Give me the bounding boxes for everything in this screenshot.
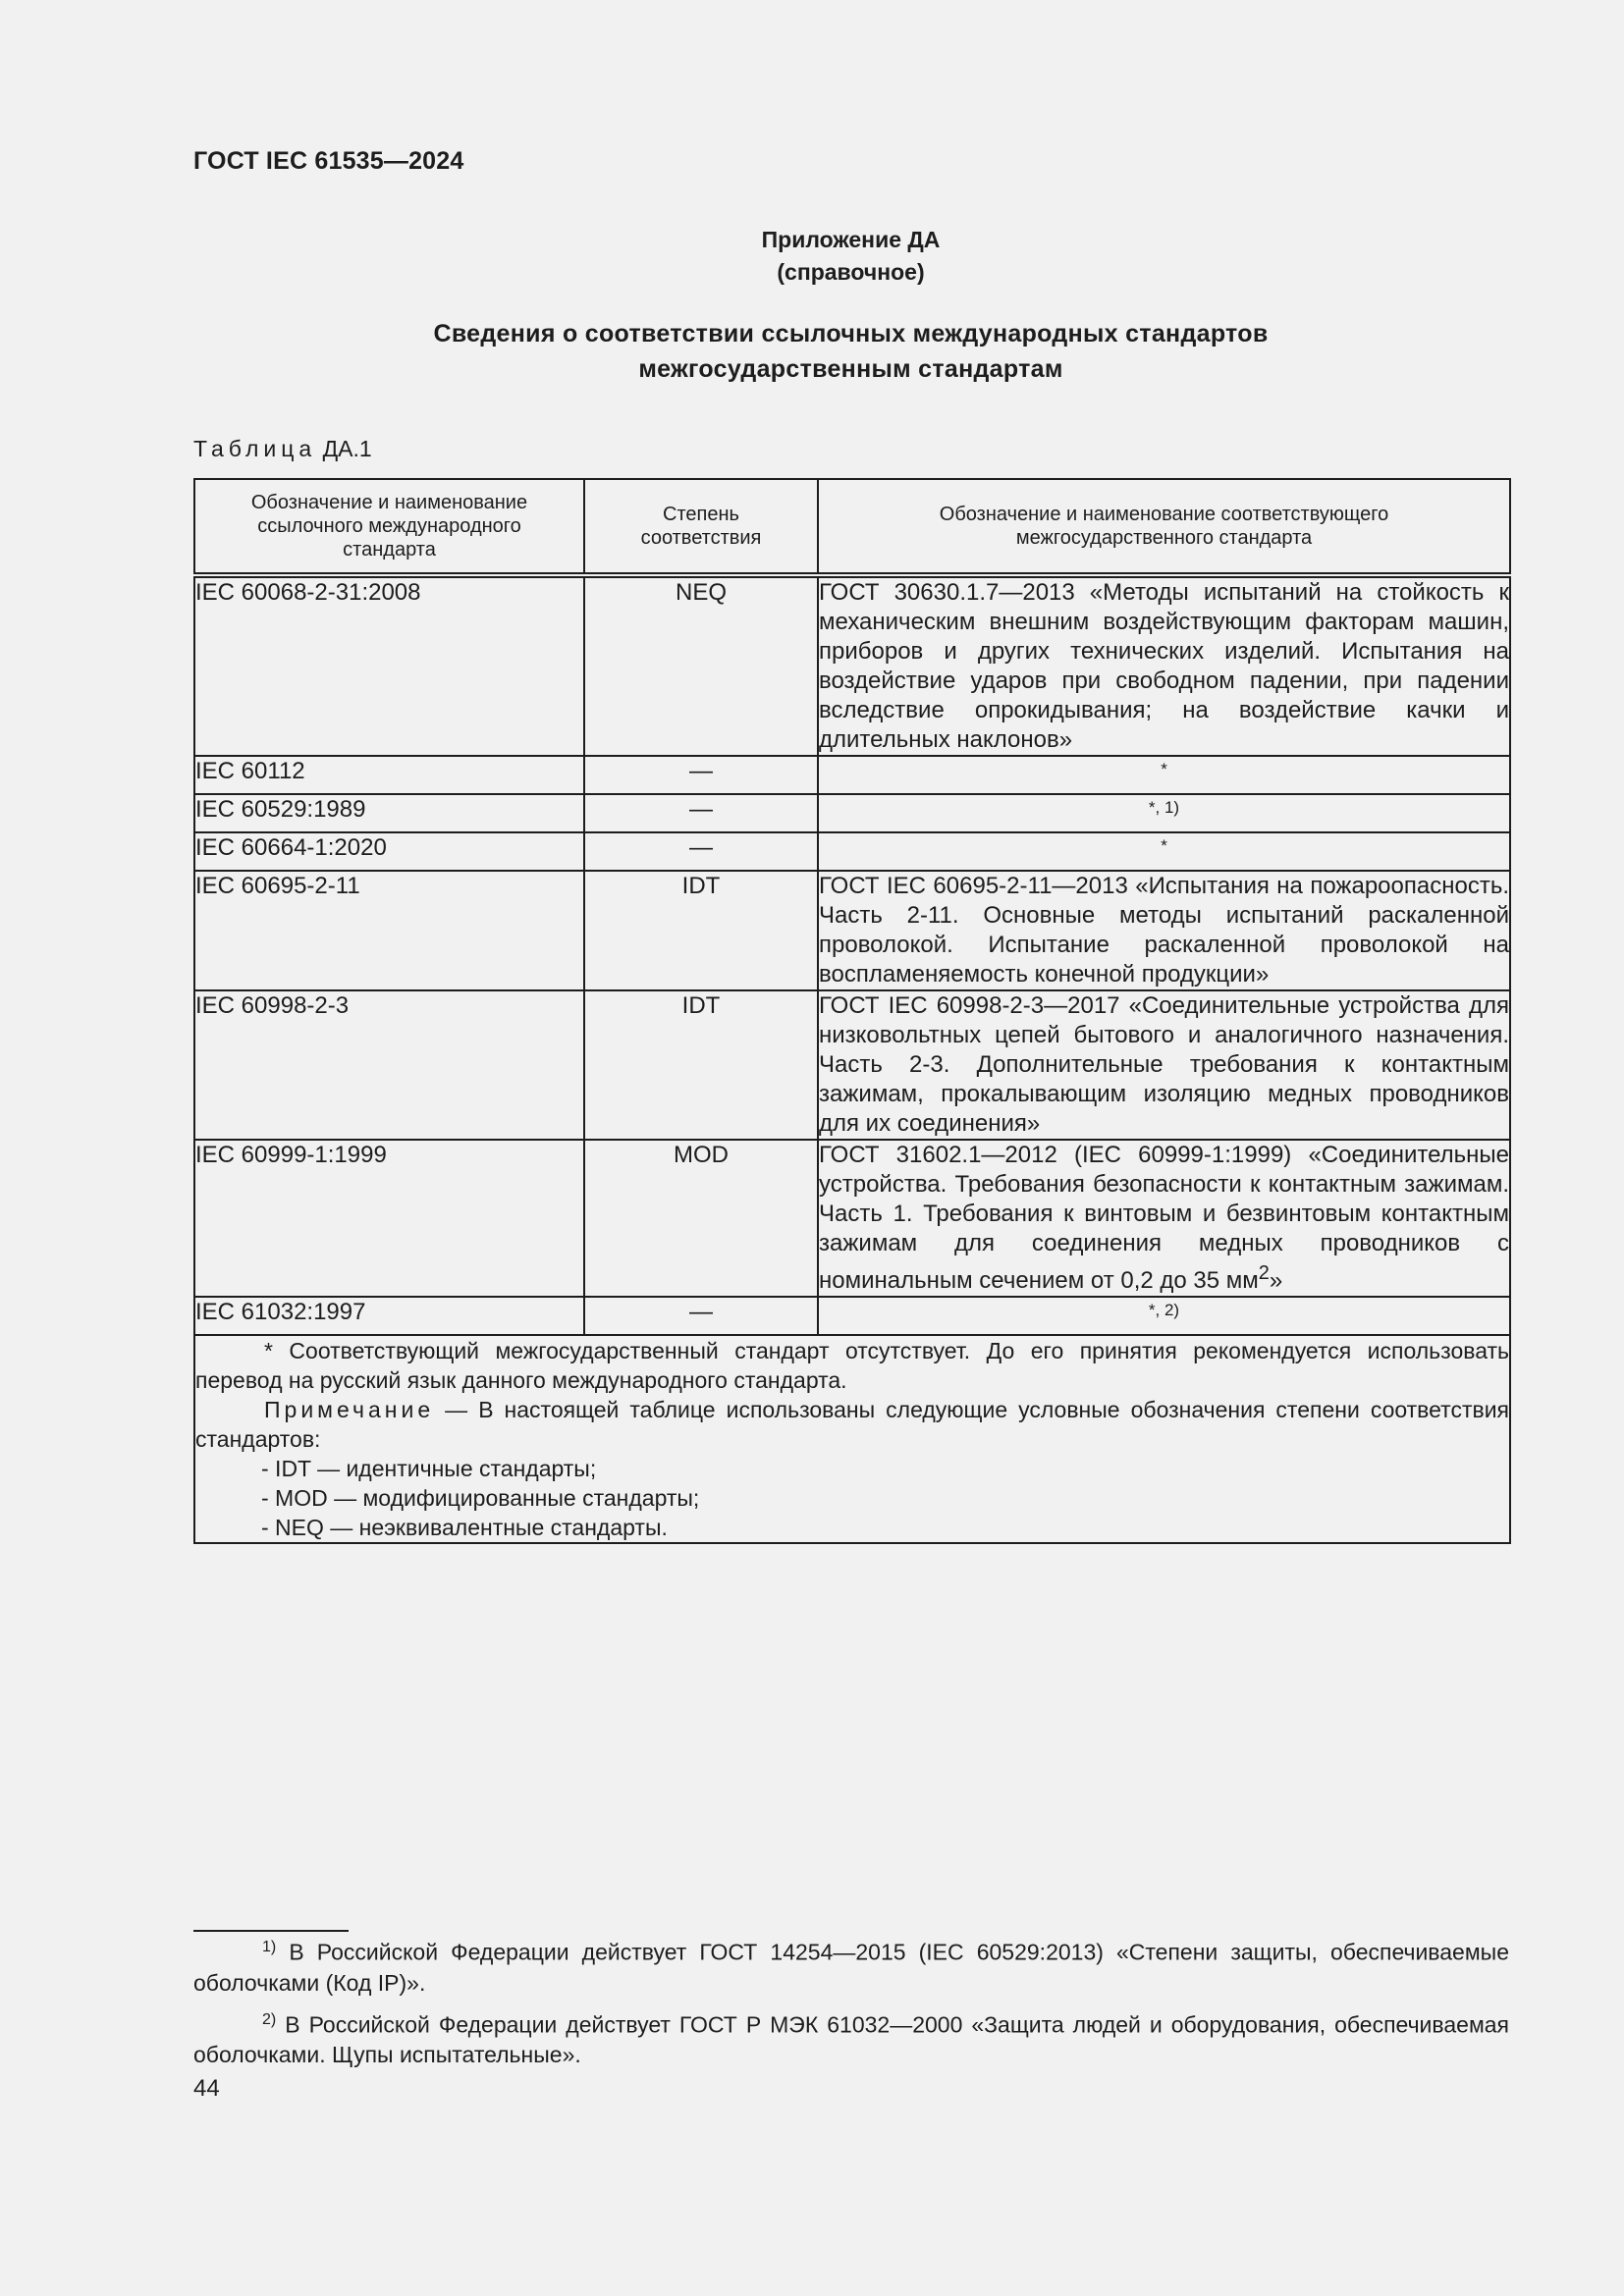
superscript: 2 bbox=[1258, 1262, 1270, 1284]
note-list-item: - IDT — идентичные стандарты; bbox=[261, 1456, 597, 1481]
table-row bbox=[194, 871, 1510, 990]
table-caption-label: Таблица bbox=[193, 436, 317, 461]
section-heading bbox=[0, 316, 1624, 387]
national-cell: * bbox=[818, 832, 1510, 871]
note-paragraph bbox=[195, 1395, 1509, 1454]
annex-heading bbox=[0, 224, 1624, 289]
degree-cell: — bbox=[584, 756, 818, 794]
table-row bbox=[194, 1140, 1510, 1297]
degree-cell: MOD bbox=[584, 1140, 818, 1297]
header-reference-standard: Обозначение и наименование ссылочного международного стандарта bbox=[194, 479, 584, 575]
footnote-mark: 2) bbox=[262, 2010, 277, 2028]
note-label: Примечание bbox=[264, 1397, 435, 1422]
national-cell: *, 2) bbox=[818, 1297, 1510, 1335]
footnote-text: В Российской Федерации действует ГОСТ Р МЭК 61032—2000 «Защита людей и оборудования, обеспечиваемая оболочками. Щупы испытательные». bbox=[193, 2011, 1510, 2068]
national-cell: ГОСТ IEC 60695-2-11—2013 «Испытания на пожароопасность. Часть 2-11. Основные методы испытаний раскаленной проволокой. Испытание раскаленной проволокой на воспламеняемость конечной продукции» bbox=[818, 871, 1510, 990]
national-cell: ГОСТ 30630.1.7—2013 «Методы испытаний на стойкость к механическим внешним воздействующим факторам машин, приборов и других технических изделий. Испытания на воздействие ударов при свободном падении, при падении вследствие опрокидывания; на воздействие качки и длительных наклонов» bbox=[818, 575, 1510, 756]
table-row bbox=[194, 756, 1510, 794]
reference-cell: IEC 60112 bbox=[194, 756, 584, 794]
table-row bbox=[194, 1297, 1510, 1335]
document-code: ГОСТ IEC 61535—2024 bbox=[193, 147, 464, 175]
section-heading-line-2: межгосударственным стандартам bbox=[638, 355, 1063, 383]
degree-cell: — bbox=[584, 1297, 818, 1335]
footnote-mark: 1) bbox=[262, 1939, 277, 1955]
table-header-row bbox=[194, 479, 1510, 575]
header-national-standard: Обозначение и наименование соответствующего межгосударственного стандарта bbox=[818, 479, 1510, 575]
table-notes bbox=[194, 1335, 1510, 1543]
page-number: 44 bbox=[193, 2075, 220, 2102]
annex-subtitle: (справочное) bbox=[777, 259, 925, 285]
footnote bbox=[193, 1932, 1509, 1999]
reference-cell: IEC 60529:1989 bbox=[194, 794, 584, 832]
degree-cell: — bbox=[584, 832, 818, 871]
correspondence-table bbox=[193, 478, 1511, 1544]
footnotes bbox=[193, 1932, 1509, 2076]
note-list-item: - NEQ — неэквивалентные стандарты. bbox=[261, 1515, 668, 1540]
header-degree: Степень соответствия bbox=[584, 479, 818, 575]
table-row bbox=[194, 794, 1510, 832]
table-row bbox=[194, 832, 1510, 871]
table-row bbox=[194, 575, 1510, 756]
note-list-item: - MOD — модифицированные стандарты; bbox=[261, 1485, 700, 1511]
national-cell: ГОСТ IEC 60998-2-3—2017 «Соединительные устройства для низковольтных цепей бытового и аналогичного назначения. Часть 2-3. Дополнительные требования к контактным зажимам, прокалывающим изоляцию медных проводников для их соединения» bbox=[818, 990, 1510, 1140]
degree-cell: IDT bbox=[584, 990, 818, 1140]
table-caption-number: ДА.1 bbox=[322, 436, 372, 461]
national-cell bbox=[818, 1140, 1510, 1297]
reference-cell: IEC 60664-1:2020 bbox=[194, 832, 584, 871]
degree-cell: IDT bbox=[584, 871, 818, 990]
national-text-end: » bbox=[1269, 1267, 1283, 1294]
reference-cell: IEC 61032:1997 bbox=[194, 1297, 584, 1335]
national-cell: * bbox=[818, 756, 1510, 794]
footnote bbox=[193, 2004, 1509, 2071]
table-notes-row bbox=[194, 1335, 1510, 1543]
annex-title: Приложение ДА bbox=[761, 227, 941, 252]
note-text: — В настоящей таблице использованы следующие условные обозначения степени соответствия стандартов: bbox=[195, 1397, 1510, 1452]
table-caption bbox=[193, 436, 372, 462]
national-cell: *, 1) bbox=[818, 794, 1510, 832]
reference-cell: IEC 60999-1:1999 bbox=[194, 1140, 584, 1297]
national-text: ГОСТ 31602.1—2012 (IEC 60999-1:1999) «Соединительные устройства. Требования безопасности к контактным зажимам. Часть 1. Требования к винтовым и безвинтовым контактным зажимам для соединения медных проводников с номинальным сечением от 0,2 до 35 мм bbox=[819, 1142, 1509, 1294]
section-heading-line-1: Сведения о соответствии ссылочных международных стандартов bbox=[433, 320, 1269, 347]
reference-cell: IEC 60695-2-11 bbox=[194, 871, 584, 990]
reference-cell: IEC 60998-2-3 bbox=[194, 990, 584, 1140]
degree-cell: — bbox=[584, 794, 818, 832]
absent-standard-note: * Соответствующий межгосударственный стандарт отсутствует. До его принятия рекомендуется использовать перевод на русский язык данного международного стандарта. bbox=[195, 1338, 1509, 1393]
reference-cell: IEC 60068-2-31:2008 bbox=[194, 575, 584, 756]
footnote-text: В Российской Федерации действует ГОСТ 14254—2015 (IEC 60529:2013) «Степени защиты, обеспечиваемые оболочками (Код IP)». bbox=[193, 1939, 1509, 1996]
table-row bbox=[194, 990, 1510, 1140]
degree-cell: NEQ bbox=[584, 575, 818, 756]
